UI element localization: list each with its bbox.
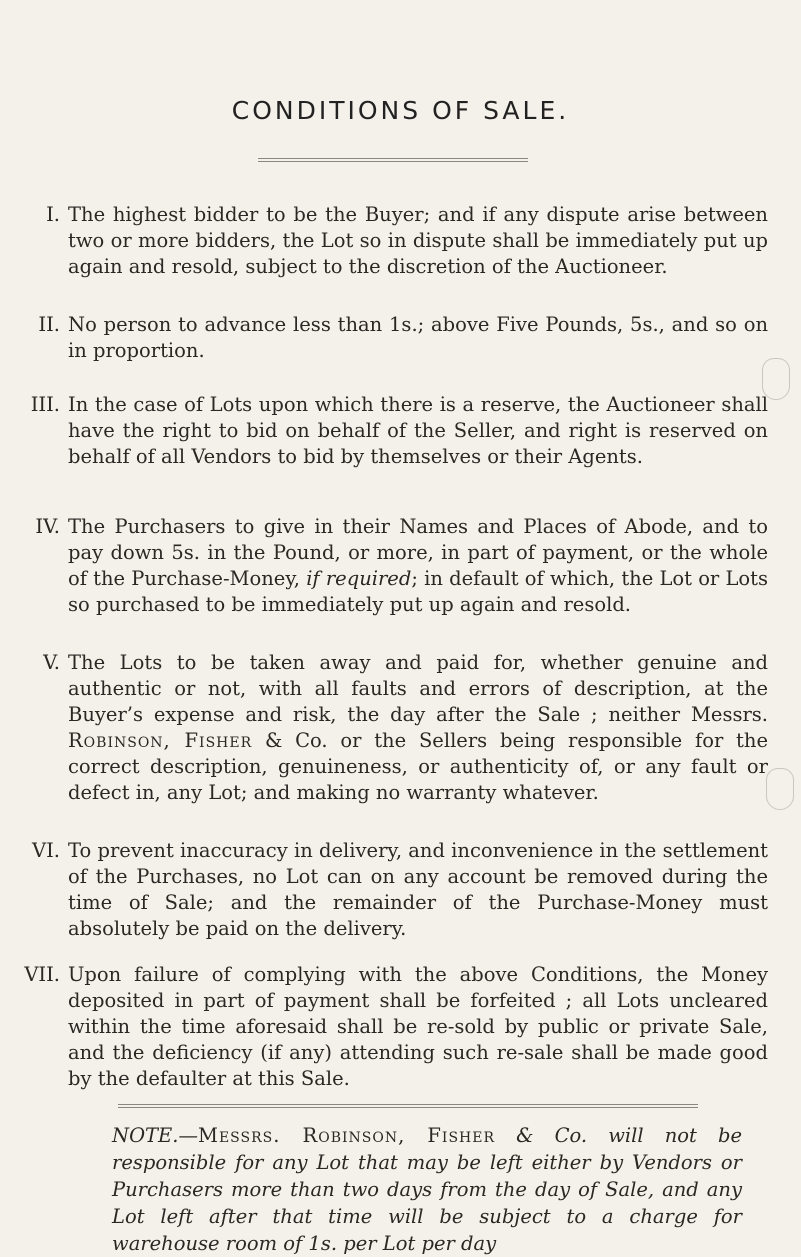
condition-text: No person to advance less than 1s.; above Five Pounds, 5s., and so on in proportion. [68,313,768,362]
condition-text: The highest bidder to be the Buyer; and if any dispute arise between two or more bidders, the Lot so in dispute shall be immediately put up again and resold, subject to the discretion of the Auctioneer. [68,203,768,278]
margin-mark [762,358,790,400]
condition-text: To prevent inaccuracy in delivery, and inconvenience in the settlement of the Purchases, no Lot can on any account be removed during the time of Sale; and the remainder of the Purchase-Money must absolutely be paid on the delivery. [68,839,768,940]
condition-numeral: VI. [32,839,60,862]
note-rule [118,1104,698,1108]
margin-mark [766,768,794,810]
title-rule [258,158,528,162]
condition-text: Upon failure of complying with the above Conditions, the Money deposited in part of payment shall be forfeited ; all Lots uncleared within the time aforesaid shall be re-sold by public or private Sale, and the deficiency (if any) attending such re-sale shall be made good by the defaulter at this Sale. [68,963,768,1090]
document-title: CONDITIONS OF SALE. [231,96,570,125]
note-paragraph [112,1122,742,1257]
condition-text: The Lots to be taken away and paid for, whether genuine and authentic or not, with all faults and errors of description, at the Buyer’s expense and risk, the day after the Sale ; neither Messrs. Robinson, Fisher & Co. or the Sellers being responsible for the correct description, genuineness, or authenticity of, or any fault or defect in, any Lot; and making no warranty whatever. [68,651,768,804]
condition-numeral: IV. [35,515,60,538]
firm-name: Messrs. Robinson, Fisher [198,1124,496,1147]
condition-numeral: V. [43,651,60,674]
condition-text: The Purchasers to give in their Names and Places of Abode, and to pay down 5s. in the Pound, or more, in part of payment, or the whole of the Purchase-Money, if required; in default of which, the Lot or Lots so purchased to be immediately put up again and resold. [68,515,768,616]
firm-name: Robinson, Fisher [68,729,253,752]
condition-numeral: I. [46,203,60,226]
note-label: NOTE.— [112,1124,198,1147]
condition-numeral: II. [38,313,60,336]
condition-numeral: VII. [24,963,60,986]
emphasis: if required [306,567,412,590]
condition-text: In the case of Lots upon which there is a reserve, the Auctioneer shall have the right to bid on behalf of the Seller, and right is reserved on behalf of all Vendors to bid by themselves or their Agents. [68,393,768,468]
condition-numeral: III. [30,393,60,416]
note-text: & Co. will not be responsible for any Lot that may be left either by Vendors or Purchasers more than two days from the day of Sale, and any Lot left after that time will be subject to a charge for warehouse room of 1s. per Lot per day [112,1124,742,1255]
